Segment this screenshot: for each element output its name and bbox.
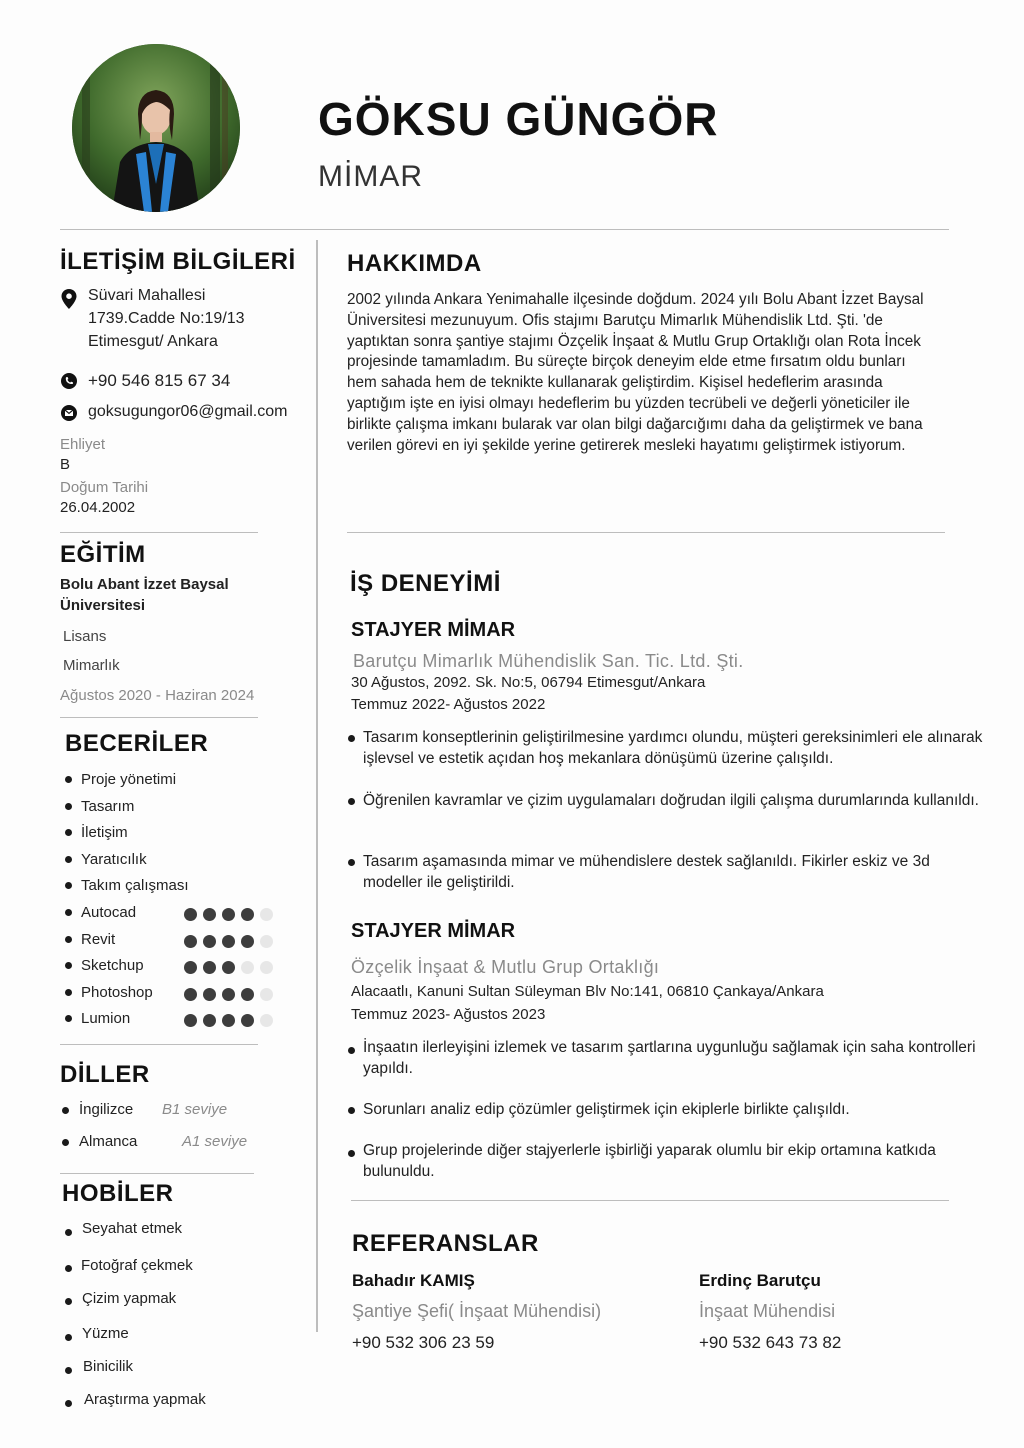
bullet xyxy=(62,1139,69,1146)
language-level: A1 seviye xyxy=(182,1133,248,1150)
candidate-name: GÖKSU GÜNGÖR xyxy=(318,93,719,145)
job-bullet: Tasarım konseptlerinin geliştirilmesine yardımcı olundu, müşteri gereksinimleri ele alınarak işlevsel ve estetik açıdan hoş mekanlara dönüşümü üzerine çalışıldı. xyxy=(363,729,983,767)
birth-date-label: Doğum Tarihi xyxy=(60,479,149,496)
profile-photo-illustration xyxy=(72,44,240,212)
rating-dot-empty xyxy=(241,961,254,974)
company-name: Özçelik İnşaat & Mutlu Grup Ortaklığı xyxy=(351,957,660,977)
bullet xyxy=(65,1367,72,1374)
bullet xyxy=(65,882,72,889)
reference-role: Şantiye Şefi( İnşaat Mühendisi) xyxy=(352,1301,602,1321)
rating-dot-filled xyxy=(184,935,197,948)
job-bullet: Öğrenilen kavramlar ve çizim uygulamaları doğrudan ilgili çalışma durumlarında kullanıldı. xyxy=(363,792,979,809)
rating-dot-empty xyxy=(260,908,273,921)
bullet xyxy=(348,1047,355,1054)
rating-dot-filled xyxy=(203,908,216,921)
bullet xyxy=(65,989,72,996)
bullet xyxy=(348,1150,355,1157)
reference-name: Bahadır KAMIŞ xyxy=(352,1271,475,1290)
address-line-3: Etimesgut/ Ankara xyxy=(88,333,218,350)
rating-dot-filled xyxy=(222,908,235,921)
bullet xyxy=(65,1265,72,1272)
phone-icon xyxy=(61,373,77,389)
job-bullet: Tasarım aşamasında mimar ve mühendislere destek sağlanıldı. Fikirler eskiz ve 3d modeller ile geliştirildi. xyxy=(363,853,930,891)
languages-heading: DİLLER xyxy=(60,1061,150,1088)
bullet xyxy=(348,1107,355,1114)
license-label: Ehliyet xyxy=(60,436,106,453)
candidate-title: MİMAR xyxy=(318,160,423,193)
bullet xyxy=(65,962,72,969)
bullet xyxy=(65,856,72,863)
job-bullet: Grup projelerinde diğer stajyerlerle işbirliği yaparak olumlu bir ekip ortamına katkıda bulunuldu. xyxy=(363,1142,936,1180)
job-title: STAJYER MİMAR xyxy=(351,619,516,641)
about-heading: HAKKIMDA xyxy=(347,250,482,277)
skills-divider xyxy=(60,1044,258,1045)
address-line-2: 1739.Cadde No:19/13 xyxy=(88,310,245,327)
address-line-1: Süvari Mahallesi xyxy=(88,287,206,304)
reference-phone[interactable]: +90 532 643 73 82 xyxy=(699,1333,842,1352)
skill-rating xyxy=(184,935,279,953)
experience-heading: İŞ DENEYİMİ xyxy=(350,570,501,597)
company-name: Barutçu Mimarlık Mühendislik San. Tic. Ltd. Şti. xyxy=(353,651,744,671)
company-address: Alacaatlı, Kanuni Sultan Süleyman Blv No:141, 06810 Çankaya/Ankara xyxy=(351,983,824,1000)
hobby-item: Seyahat etmek xyxy=(82,1220,183,1237)
software-skill-name: Autocad xyxy=(81,904,137,921)
skills-heading: BECERİLER xyxy=(65,730,209,757)
bullet xyxy=(65,1298,72,1305)
bullet xyxy=(65,909,72,916)
skill-item: Proje yönetimi xyxy=(81,771,177,788)
rating-dot-filled xyxy=(241,908,254,921)
hobbies-heading: HOBİLER xyxy=(62,1180,174,1207)
reference-role: İnşaat Mühendisi xyxy=(699,1301,836,1321)
rating-dot-filled xyxy=(241,1014,254,1027)
job-bullet: Sorunları analiz edip çözümler geliştirmek için ekiplerle birlikte çalışıldı. xyxy=(363,1101,850,1118)
language-name: Almanca xyxy=(79,1133,138,1150)
hobby-item: Araştırma yapmak xyxy=(84,1391,206,1408)
bullet xyxy=(65,936,72,943)
languages-divider xyxy=(60,1173,254,1174)
rating-dot-empty xyxy=(260,961,273,974)
license-value: B xyxy=(60,456,71,473)
job-bullet: İnşaatın ilerleyişini izlemek ve tasarım şartlarına uygunluğu sağlamak için saha kontrolleri yapıldı. xyxy=(363,1039,976,1077)
bullet xyxy=(65,1400,72,1407)
skill-item: İletişim xyxy=(81,824,128,841)
email-address[interactable]: goksugungor06@gmail.com xyxy=(88,403,288,420)
field-of-study: Mimarlık xyxy=(63,657,120,674)
rating-dot-filled xyxy=(203,961,216,974)
job-dates: Temmuz 2023- Ağustos 2023 xyxy=(351,1006,546,1023)
skill-item: Tasarım xyxy=(81,798,135,815)
skill-rating xyxy=(184,961,279,979)
rating-dot-filled xyxy=(184,961,197,974)
language-level: B1 seviye xyxy=(162,1101,228,1118)
rating-dot-filled xyxy=(184,908,197,921)
header-divider xyxy=(60,229,949,230)
hobby-item: Fotoğraf çekmek xyxy=(81,1257,193,1274)
hobby-item: Binicilik xyxy=(83,1358,134,1375)
birth-date-value: 26.04.2002 xyxy=(60,499,136,516)
rating-dot-filled xyxy=(222,1014,235,1027)
software-skill-name: Lumion xyxy=(81,1010,131,1027)
bullet xyxy=(348,798,355,805)
software-skill-name: Revit xyxy=(81,931,116,948)
contact-divider xyxy=(60,532,258,533)
software-skill-name: Photoshop xyxy=(81,984,153,1001)
email-icon xyxy=(61,405,77,421)
skill-rating xyxy=(184,908,279,926)
phone-number[interactable]: +90 546 815 67 34 xyxy=(88,371,231,390)
rating-dot-filled xyxy=(184,1014,197,1027)
bullet xyxy=(62,1107,69,1114)
rating-dot-empty xyxy=(260,988,273,1001)
education-dates: Ağustos 2020 - Haziran 2024 xyxy=(60,687,255,704)
about-text: 2002 yılında Ankara Yenimahalle ilçesinde doğdum. 2024 yılı Bolu Abant İzzet Baysal Üniversitesi mezunuyum. Ofis stajımı Barutçu Mimarlık Mühendislik Ltd. Şti. 'de yaptıktan sonra şantiye stajımı Özçelik İnşaat & Mutlu Grup Ortaklığı olan Rota İncek projesinde tamamladım. Bu süreçte birçok deneyim elde etme fırsatım oldu bunları hem sahada hem de teknikte kullanarak geliştirdim. Kişisel hedeflerim arasında yaptığım işte en iyisi olmayı hedeflerim bu yüzden tecrübeli ve değerli yöneticiler ile birlikte çalışma imkanı bularak var olan bilgi dağarcığımı daha da geliştirmek ve bana verilen görevi en iyi şekilde yerine getirerek mesleki hayatımı geliştirmek istiyorum. xyxy=(347,291,924,454)
location-pin-icon xyxy=(61,289,77,305)
bullet xyxy=(348,859,355,866)
rating-dot-filled xyxy=(222,961,235,974)
rating-dot-filled xyxy=(184,988,197,1001)
hobby-item: Çizim yapmak xyxy=(82,1290,177,1307)
school-name-line-2: Üniversitesi xyxy=(60,597,146,614)
job-dates: Temmuz 2022- Ağustos 2022 xyxy=(351,696,546,713)
contact-heading: İLETİŞİM BİLGİLERİ xyxy=(60,248,296,275)
rating-dot-filled xyxy=(241,988,254,1001)
skill-rating xyxy=(184,1014,279,1032)
bullet xyxy=(65,829,72,836)
reference-phone[interactable]: +90 532 306 23 59 xyxy=(352,1333,495,1352)
education-heading: EĞİTİM xyxy=(60,541,146,568)
job-title: STAJYER MİMAR xyxy=(351,920,516,942)
rating-dot-filled xyxy=(203,1014,216,1027)
language-name: İngilizce xyxy=(79,1101,134,1118)
skill-rating xyxy=(184,988,279,1006)
skill-item: Yaratıcılık xyxy=(81,851,147,868)
hobby-item: Yüzme xyxy=(82,1325,129,1342)
software-skill-name: Sketchup xyxy=(81,957,144,974)
school-name-line-1: Bolu Abant İzzet Baysal xyxy=(60,576,229,593)
bullet xyxy=(65,1015,72,1022)
references-heading: REFERANSLAR xyxy=(352,1230,539,1257)
profile-photo xyxy=(72,44,240,212)
rating-dot-filled xyxy=(203,988,216,1001)
rating-dot-filled xyxy=(222,988,235,1001)
skill-item: Takım çalışması xyxy=(81,877,189,894)
bullet xyxy=(65,803,72,810)
education-divider xyxy=(60,717,258,718)
rating-dot-filled xyxy=(222,935,235,948)
bullet xyxy=(65,776,72,783)
bullet xyxy=(348,735,355,742)
bullet xyxy=(65,1229,72,1236)
bullet xyxy=(65,1334,72,1341)
experience-divider xyxy=(351,1200,949,1201)
reference-name: Erdinç Barutçu xyxy=(699,1271,821,1290)
rating-dot-empty xyxy=(260,1014,273,1027)
company-address: 30 Ağustos, 2092. Sk. No:5, 06794 Etimesgut/Ankara xyxy=(351,674,706,691)
about-divider xyxy=(347,532,945,533)
column-divider xyxy=(316,240,318,1332)
rating-dot-empty xyxy=(260,935,273,948)
rating-dot-filled xyxy=(241,935,254,948)
degree: Lisans xyxy=(63,628,107,645)
rating-dot-filled xyxy=(203,935,216,948)
